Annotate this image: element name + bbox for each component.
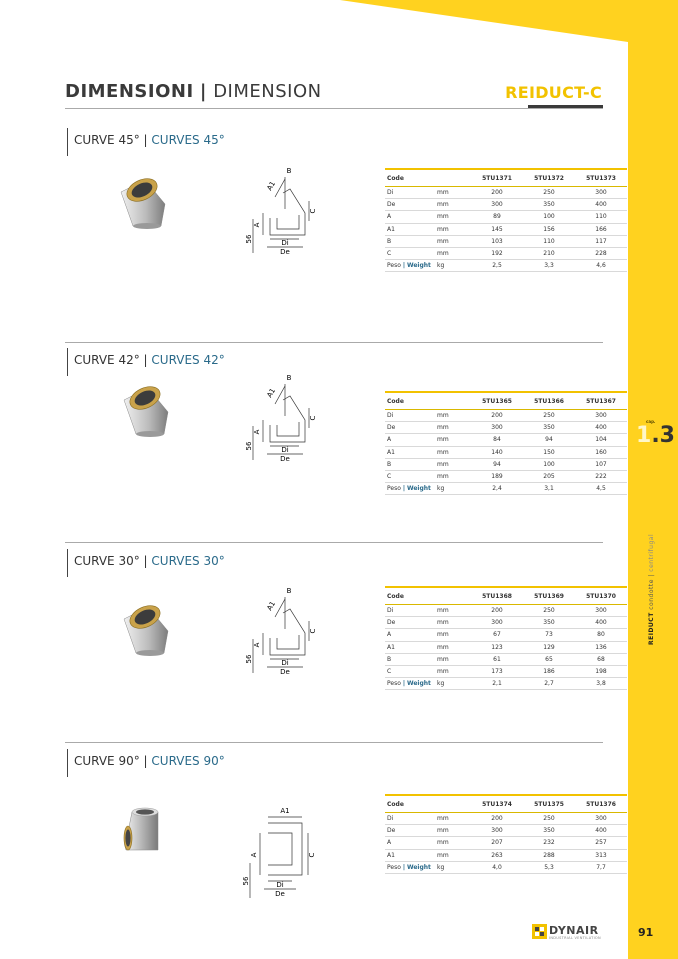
dimension-table: [385, 586, 627, 690]
dim-label-a: A: [253, 429, 261, 435]
table-row: Di mm 200 250 300: [385, 605, 627, 617]
table-row: De mm 300 350 400: [385, 825, 627, 837]
product-code: 5TU1374: [471, 795, 523, 813]
section-heading: CURVE 30° | CURVES 30°: [67, 549, 225, 577]
table-row: A1 mm 123 129 136: [385, 641, 627, 653]
table-header: Code 5TU1365 5TU1366 5TU1367: [385, 392, 627, 410]
product-code: 5TU1372: [523, 169, 575, 187]
product-code: 5TU1375: [523, 795, 575, 813]
dim-label-a: A: [250, 852, 258, 858]
section-heading: CURVE 42° | CURVES 42°: [67, 348, 225, 376]
dim-label-56: 56: [245, 234, 253, 244]
dimension-table: [385, 168, 627, 272]
dimension-diagram: [245, 163, 335, 262]
dim-label-56: 56: [245, 654, 253, 664]
table-row: A mm 207 232 257: [385, 837, 627, 849]
yellow-sidebar: [628, 0, 678, 959]
dim-label-a: A: [253, 222, 261, 228]
table-row: A mm 89 100 110: [385, 211, 627, 223]
dim-label-de: De: [280, 248, 290, 256]
section-divider: [65, 542, 603, 543]
dim-label-c: C: [309, 415, 317, 421]
product-code: 5TU1368: [471, 587, 523, 605]
logo-text: DYNAIR: [549, 924, 599, 937]
table-row-weight: Peso | Weight kg 4,0 5,3 7,7: [385, 861, 627, 873]
table-row: De mm 300 350 400: [385, 617, 627, 629]
product-code: 5TU1367: [575, 392, 627, 410]
table-row: A1 mm 140 150 160: [385, 446, 627, 458]
section-divider: [65, 342, 603, 343]
dim-label-c: C: [309, 208, 317, 214]
chapter-number: 1.3: [636, 423, 675, 448]
dim-label-di: Di: [281, 239, 289, 247]
product-code: 5TU1376: [575, 795, 627, 813]
dim-label-de: De: [280, 668, 290, 676]
product-code: 5TU1371: [471, 169, 523, 187]
dim-label-de: De: [275, 890, 285, 898]
dim-label-b: B: [286, 587, 292, 595]
table-row: A mm 67 73 80: [385, 629, 627, 641]
table-row: C mm 189 205 222: [385, 470, 627, 482]
dim-label-a1: A1: [280, 807, 290, 815]
product-code: 5TU1365: [471, 392, 523, 410]
dim-label-di: Di: [276, 881, 284, 889]
page-title: DIMENSIONI | DIMENSION: [65, 81, 322, 102]
table-row-weight: Peso | Weight kg 2,1 2,7 3,8: [385, 678, 627, 690]
title-rule: [65, 108, 603, 109]
dim-label-b: B: [286, 167, 292, 175]
chapter-label: cap.: [646, 419, 656, 424]
table-header: Code 5TU1371 5TU1372 5TU1373: [385, 169, 627, 187]
table-row: A1 mm 263 288 313: [385, 849, 627, 861]
dimension-table: [385, 794, 627, 874]
table-row: B mm 103 110 117: [385, 235, 627, 247]
table-row: B mm 94 100 107: [385, 458, 627, 470]
elbow-product-photo: [115, 170, 170, 230]
table-header: Code 5TU1368 5TU1369 5TU1370: [385, 587, 627, 605]
table-row: C mm 173 186 198: [385, 665, 627, 677]
dim-label-c: C: [308, 852, 316, 858]
dimension-diagram: [245, 370, 335, 469]
product-code: 5TU1373: [575, 169, 627, 187]
table-row: B mm 61 65 68: [385, 653, 627, 665]
dim-label-a1: A1: [265, 599, 278, 613]
dim-label-di: Di: [281, 446, 289, 454]
table-row: A1 mm 145 156 166: [385, 223, 627, 235]
dim-label-a: A: [253, 642, 261, 648]
vertical-section-label: REIDUCT condotte | centrifugal: [648, 533, 655, 645]
table-row: Di mm 200 250 300: [385, 410, 627, 422]
logo-subtitle: INDUSTRIAL VENTILATION: [549, 936, 601, 940]
dim-label-56: 56: [242, 876, 250, 886]
dim-label-di: Di: [281, 659, 289, 667]
section-divider: [65, 742, 603, 743]
dimension-table: [385, 391, 627, 495]
product-code: 5TU1370: [575, 587, 627, 605]
elbow-product-photo: [118, 378, 173, 438]
dynair-logo-icon: [532, 924, 547, 939]
section-heading: CURVE 45° | CURVES 45°: [67, 128, 225, 156]
dim-label-de: De: [280, 455, 290, 463]
dimension-diagram: [245, 583, 335, 682]
table-row-weight: Peso | Weight kg 2,5 3,3 4,6: [385, 260, 627, 272]
elbow-product-photo: [118, 800, 173, 860]
table-row: Di mm 200 250 300: [385, 187, 627, 199]
table-row: C mm 192 210 228: [385, 247, 627, 259]
dim-label-56: 56: [245, 441, 253, 451]
product-brand: REIDUCT-C: [505, 83, 602, 102]
elbow-product-photo: [118, 597, 173, 657]
dimension-diagram: [240, 803, 330, 902]
dim-label-a1: A1: [265, 386, 278, 400]
table-header: Code 5TU1374 5TU1375 5TU1376: [385, 795, 627, 813]
product-code: 5TU1366: [523, 392, 575, 410]
dim-label-a1: A1: [265, 179, 278, 193]
page-number: 91: [638, 926, 654, 939]
table-row: De mm 300 350 400: [385, 199, 627, 211]
product-code: 5TU1369: [523, 587, 575, 605]
dim-label-b: B: [286, 374, 292, 382]
table-row-weight: Peso | Weight kg 2,4 3,1 4,5: [385, 483, 627, 495]
table-row: A mm 84 94 104: [385, 434, 627, 446]
dim-label-c: C: [309, 628, 317, 634]
top-yellow-band: [0, 0, 678, 60]
table-row: Di mm 200 250 300: [385, 813, 627, 825]
section-heading: CURVE 90° | CURVES 90°: [67, 749, 225, 777]
table-row: De mm 300 350 400: [385, 422, 627, 434]
